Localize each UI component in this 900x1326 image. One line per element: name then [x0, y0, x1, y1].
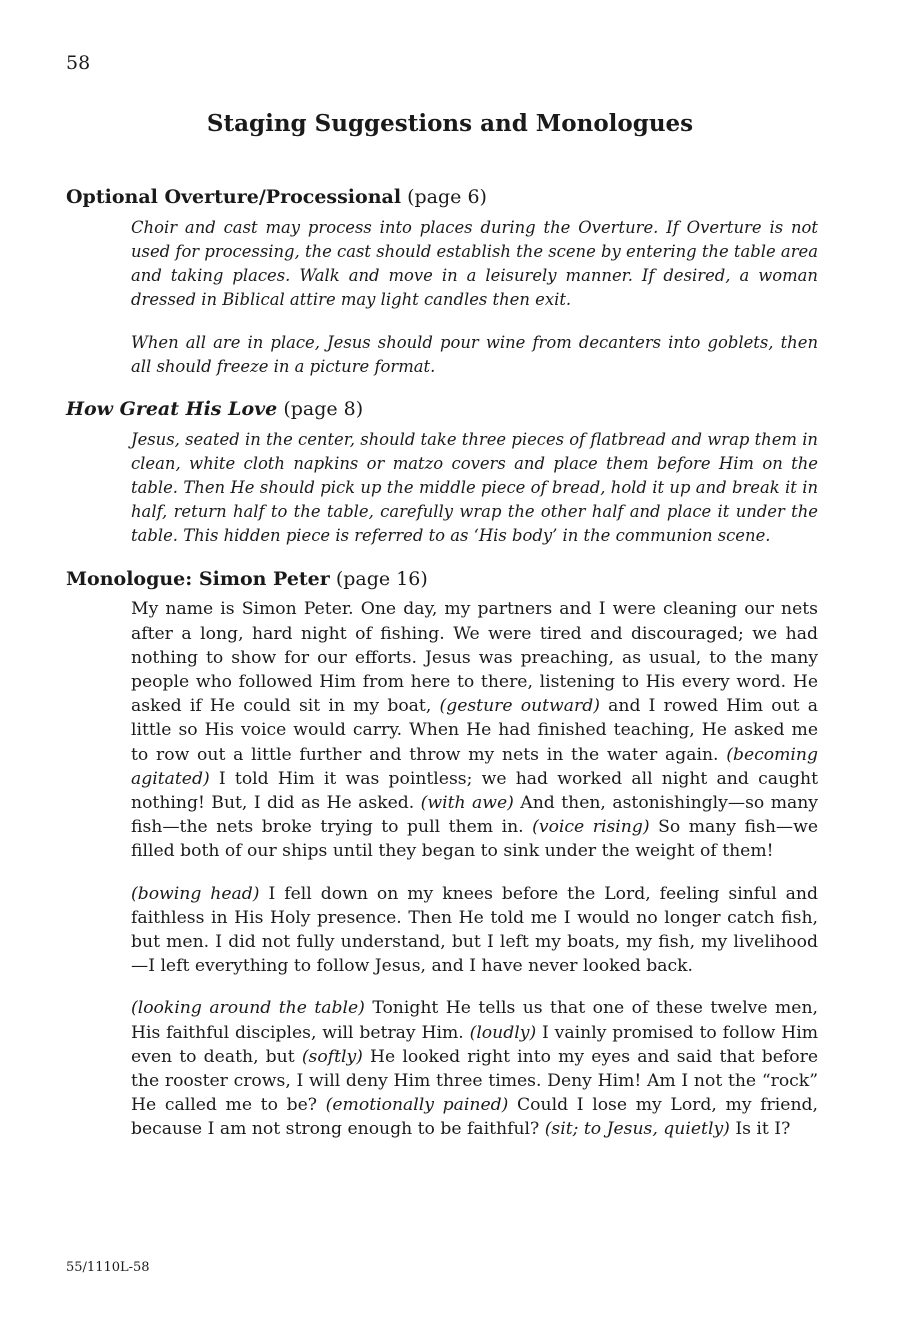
paragraph: When all are in place, Jesus should pour wine from decanters into goblets, then all should freeze in a picture format. — [131, 332, 818, 376]
heading-title: Monologue: Simon Peter — [66, 567, 330, 590]
page-title: Staging Suggestions and Monologues — [206, 110, 694, 137]
stage-direction: (softly) — [301, 1046, 363, 1067]
stage-direction: (sit; to Jesus, quietly) — [544, 1119, 730, 1140]
paragraph — [131, 996, 818, 1141]
spoken-text: and I rowed Him out a little so His voice would carry. When He had finished teaching, He asked me to row out a little further and throw my nets in the water again. — [131, 696, 818, 765]
heading-title: Optional Overture/Processional — [66, 186, 402, 208]
section-monologue-simon-peter — [66, 567, 818, 1142]
stage-direction: (becoming agitated) — [131, 744, 818, 789]
stage-direction: (looking around the table) — [131, 998, 365, 1019]
paragraph: Jesus, seated in the center, should take three pieces of flatbread and wrap them in clean, white cloth napkins or matzo covers and place them before Him on the table. Then He should pick up the middle piece of bread, hold it up and break it in half, return half to the table, carefully wrap the other half and place it under the table. This hidden piece is referred to as ‘His body’ in the communion scene. — [131, 429, 818, 546]
stage-direction: (bowing head) — [131, 883, 260, 904]
page-number: 58 — [66, 52, 91, 74]
section-overture — [66, 185, 818, 379]
spoken-text: So many fish—we filled both of our ships until they began to sink under the weight of them! — [131, 817, 818, 862]
page-reference: (page 16) — [335, 567, 428, 590]
stage-direction: (loudly) — [469, 1022, 537, 1043]
stage-direction: (gesture outward) — [439, 696, 600, 717]
footer-code: 55/1110L-58 — [66, 1260, 150, 1275]
spoken-text: Could I lose my Lord, my friend, because I am not strong enough to be faithful? — [131, 1095, 818, 1140]
stage-direction: (emotionally pained) — [325, 1095, 509, 1116]
paragraph — [131, 882, 818, 979]
section-heading — [66, 397, 818, 422]
spoken-text: I fell down on my knees before the Lord, feeling sinful and faithless in His Holy presence. Then He told me I would no longer catch fish, but men. I did not fully understand, but I left my boats, my fish, my livelihood—I left everything to follow Jesus, and I have never looked back. — [131, 883, 819, 977]
stage-directions — [131, 428, 818, 549]
paragraph — [131, 597, 818, 863]
stage-direction: (voice rising) — [532, 817, 650, 838]
section-heading — [66, 567, 818, 592]
spoken-text: Is it I? — [735, 1119, 791, 1140]
monologue-text — [131, 597, 818, 1141]
spoken-text: He looked right into my eyes and said that before the rooster crows, I will deny Him three times. Deny Him! Am I not the “rock” He called me to be? — [131, 1046, 819, 1116]
section-heading — [66, 185, 818, 210]
stage-directions — [131, 216, 818, 379]
document-body — [66, 185, 818, 1160]
spoken-text: I vainly promised to follow Him even to death, but — [131, 1022, 819, 1067]
spoken-text: My name is Simon Peter. One day, my partners and I were cleaning our nets after a long, hard night of fishing. We were tired and discouraged; we had nothing to show for our efforts. Jesus was preaching, as usual, to the many people who followed Him from here to there, listening to His every word. He asked if He could sit in my boat, — [131, 599, 818, 717]
spoken-text: Tonight He tells us that one of these twelve men, His faithful disciples, will betray Him. — [131, 998, 819, 1043]
section-how-great-his-love — [66, 397, 818, 549]
paragraph: Choir and cast may process into places during the Overture. If Overture is not used for processing, the cast should establish the scene by entering the table area and taking places. Walk and move in a leisurely manner. If desired, a woman dressed in Biblical attire may light candles then exit. — [131, 217, 818, 310]
page-reference: (page 8) — [283, 397, 364, 420]
heading-title: How Great His Love — [66, 397, 278, 420]
spoken-text: I told Him it was pointless; we had worked all night and caught nothing! But, I did as He asked. — [131, 768, 818, 813]
spoken-text: And then, astonishingly—so many fish—the nets broke trying to pull them in. — [131, 792, 819, 838]
stage-direction: (with awe) — [420, 792, 514, 813]
page-reference: (page 6) — [407, 186, 487, 208]
